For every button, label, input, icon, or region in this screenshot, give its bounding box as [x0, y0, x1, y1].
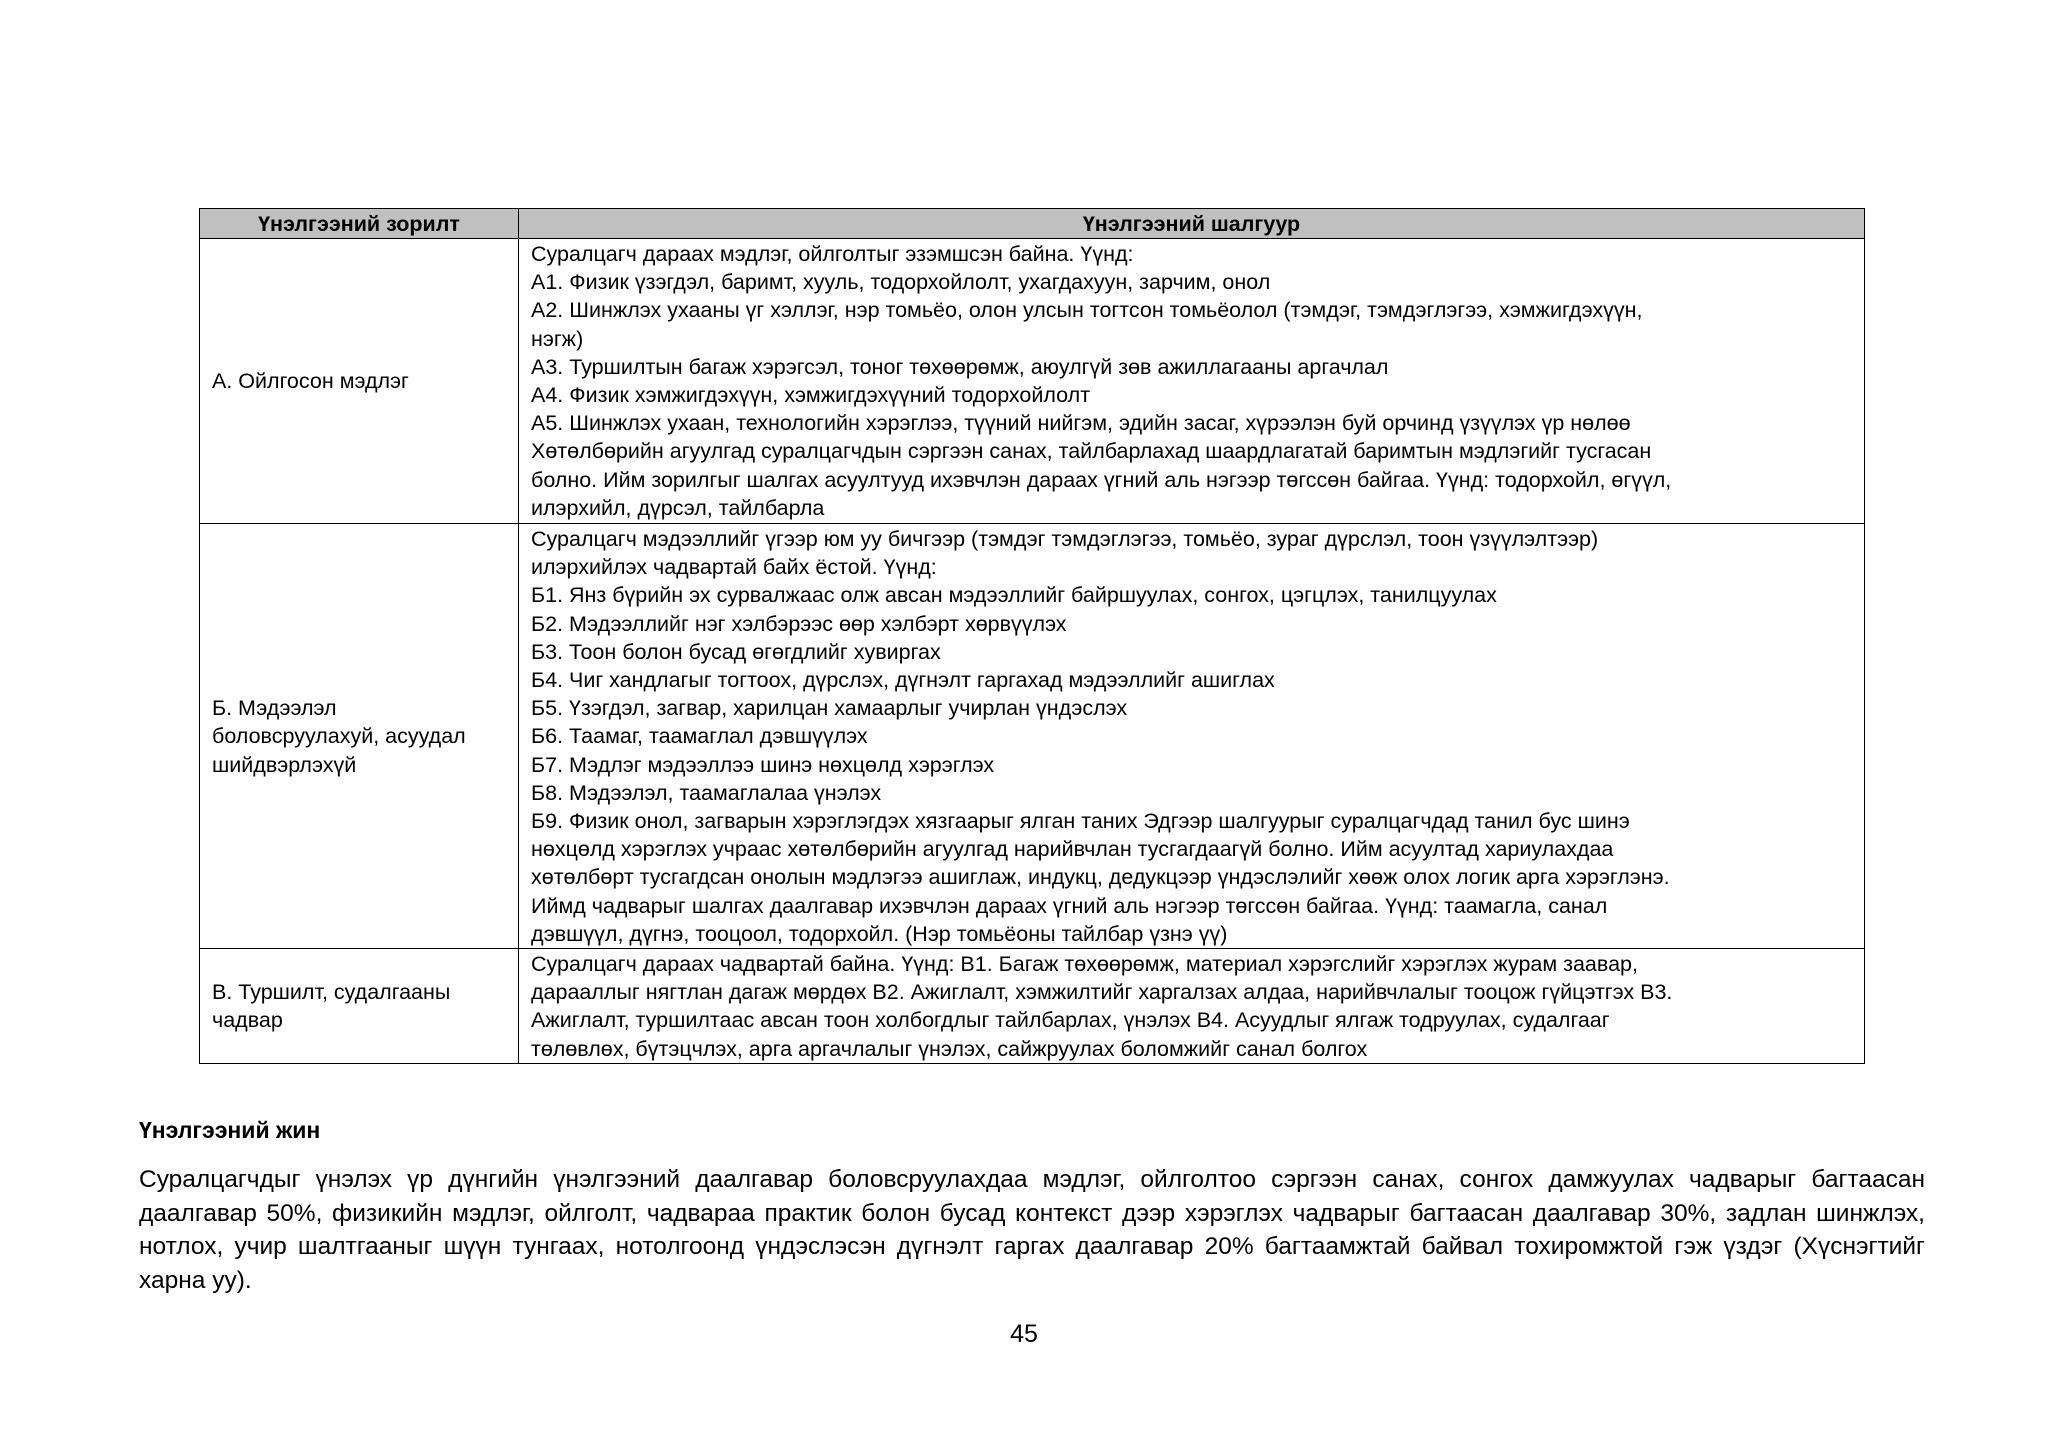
criteria-line: Хөтөлбөрийн агуулгад суралцагчдын сэргээн санах, тайлбарлахад шаардлагатай баримтын мэдлэгийг тусгасан: [531, 439, 1652, 464]
criteria-line: төлөвлөх, бүтэцчлэх, арга аргачлалыг үнэлэх, сайжруулах боломжийг санал болгох: [531, 1036, 1368, 1061]
criteria-line: Б9. Физик онол, загварын хэрэглэгдэх хязгаарыг ялган таних Эдгээр шалгуурыг суралцагчдад танил бус шинэ: [531, 809, 1630, 834]
criteria-line: Иймд чадварыг шалгах даалгавар ихэвчлэн дараах үгний аль нэгээр төгссөн байгаа. Үүнд: таамагла, санал: [531, 893, 1608, 918]
goal-cell: В. Туршилт, судалгааны чадвар: [200, 949, 519, 1064]
criteria-cell: [519, 524, 1865, 949]
criteria-line: илэрхийлэх чадвартай байх ёстой. Үүнд:: [531, 555, 937, 580]
criteria-line: дэвшүүл, дүгнэ, тооцоол, тодорхойл. (Нэр томьёоны тайлбар үзнэ үү): [531, 921, 1228, 946]
assessment-criteria-table: [199, 208, 1865, 1064]
criteria-line: Б7. Мэдлэг мэдээллээ шинэ нөхцөлд хэрэглэх: [531, 752, 995, 777]
criteria-line: А1. Физик үзэгдэл, баримт, хууль, тодорхойлолт, ухагдахуун, зарчим, онол: [531, 270, 1271, 295]
goal-cell: Б. Мэдээлэл боловсруулахуй, асуудал шийдвэрлэхүй: [200, 524, 519, 949]
criteria-line: Суралцагч мэдээллийг үгээр юм уу бичгээр (тэмдэг тэмдэглэгээ, томьёо, зураг дүрслэл, тоон үзүүлэлтээр): [531, 527, 1599, 551]
page-number: 45: [1010, 1320, 1038, 1348]
criteria-line: Б6. Таамаг, таамаглал дэвшүүлэх: [531, 724, 868, 749]
criteria-line: илэрхийл, дүрсэл, тайлбарла: [531, 495, 825, 520]
criteria-line: А5. Шинжлэх ухаан, технологийн хэрэглээ, түүний нийгэм, эдийн засаг, хүрээлэн буй орчинд үзүүлэх үр нөлөө: [531, 411, 1631, 436]
table-header-row: [200, 209, 1865, 239]
criteria-line: Б5. Үзэгдэл, загвар, харилцан хамаарлыг учирлан үндэслэх: [531, 696, 1128, 721]
table-row: [200, 239, 1865, 524]
criteria-line: А2. Шинжлэх ухааны үг хэллэг, нэр томьёо, олон улсын тогтсон томьёолол (тэмдэг, тэмдэглэгээ, хэмжигдэхүүн,: [531, 298, 1643, 323]
criteria-line: болно. Ийм зорилгыг шалгах асуултууд ихэвчлэн дараах үгний аль нэгээр төгссөн байгаа. Үүнд: тодорхойл, өгүүл,: [531, 467, 1672, 492]
criteria-line: дарааллыг нягтлан дагаж мөрдөх В2. Ажиглалт, хэмжилтийг харгалзах алдаа, нарийвчлалыг тооцож гүйцэтгэх В3.: [531, 980, 1673, 1005]
body-paragraph: Суралцагчдыг үнэлэх үр дүнгийн үнэлгээний даалгавар боловсруулахдаа мэдлэг, ойлголтоо сэргээн санах, сонгох дамжуулах чадварыг багтаасан даалгавар 50%, физикийн мэдлэг, ойлголт, чадвараа практик болон бусад контекст дээр хэрэглэх чадварыг багтаасан даалгавар 30%, задлан шинжлэх, нотлох, учир шалтгааныг шүүн тунгаах, нотолгоонд үндэслэсэн дүгнэлт гаргах даалгавар 20% багтаамжтай байвал тохиромжтой гэж үздэг (Хүснэгтийг харна уу).: [139, 1166, 1925, 1294]
criteria-line: Суралцагч дараах мэдлэг, ойлголтыг эзэмшсэн байна. Үүнд:: [531, 242, 1134, 266]
header-goal: Үнэлгээний зорилт: [200, 209, 519, 239]
table-row: [200, 524, 1865, 949]
criteria-line: А3. Туршилтын багаж хэрэгсэл, тоног төхөөрөмж, аюулгүй зөв ажиллагааны аргачлал: [531, 354, 1389, 379]
criteria-line: нөхцөлд хэрэглэх учраас хөтөлбөрийн агуулгад нарийвчлан тусгагдаагүй болно. Ийм асуултад хариулахдаа: [531, 837, 1614, 862]
criteria-line: Б1. Янз бүрийн эх сурвалжаас олж авсан мэдээллийг байршуулах, сонгох, цэгцлэх, танилцуулах: [531, 583, 1497, 608]
table-row: [200, 949, 1865, 1064]
criteria-line: хөтөлбөрт тусгагдсан онолын мэдлэгээ ашиглаж, индукц, дедукцээр үндэслэлийг хөөж олох логик арга хэрэглэнэ.: [531, 865, 1670, 890]
criteria-line: Ажиглалт, туршилтаас авсан тоон холбогдлыг тайлбарлах, үнэлэх В4. Асуудлыг ялгаж тодруулах, судалгааг: [531, 1008, 1610, 1033]
criteria-line: Б4. Чиг хандлагыг тогтоох, дүрслэх, дүгнэлт гаргахад мэдээллийг ашиглах: [531, 668, 1275, 693]
criteria-line: Б3. Тоон болон бусад өгөгдлийг хувиргах: [531, 639, 941, 664]
criteria-cell: [519, 949, 1865, 1064]
criteria-line: Суралцагч дараах чадвартай байна. Үүнд: В1. Багаж төхөөрөмж, материал хэрэгслийг хэрэглэх журам заавар,: [531, 952, 1638, 977]
criteria-line: нэгж): [531, 326, 584, 351]
section-title: Үнэлгээний жин: [139, 1117, 321, 1143]
header-criteria: Үнэлгээний шалгуур: [519, 209, 1865, 239]
criteria-cell: [519, 239, 1865, 524]
criteria-line: А4. Физик хэмжигдэхүүн, хэмжигдэхүүний тодорхойлолт: [531, 383, 1091, 408]
criteria-line: Б2. Мэдээллийг нэг хэлбэрээс өөр хэлбэрт хөрвүүлэх: [531, 611, 1067, 636]
criteria-line: Б8. Мэдээлэл, таамаглалаа үнэлэх: [531, 780, 882, 805]
goal-cell: А. Ойлгосон мэдлэг: [200, 239, 519, 524]
